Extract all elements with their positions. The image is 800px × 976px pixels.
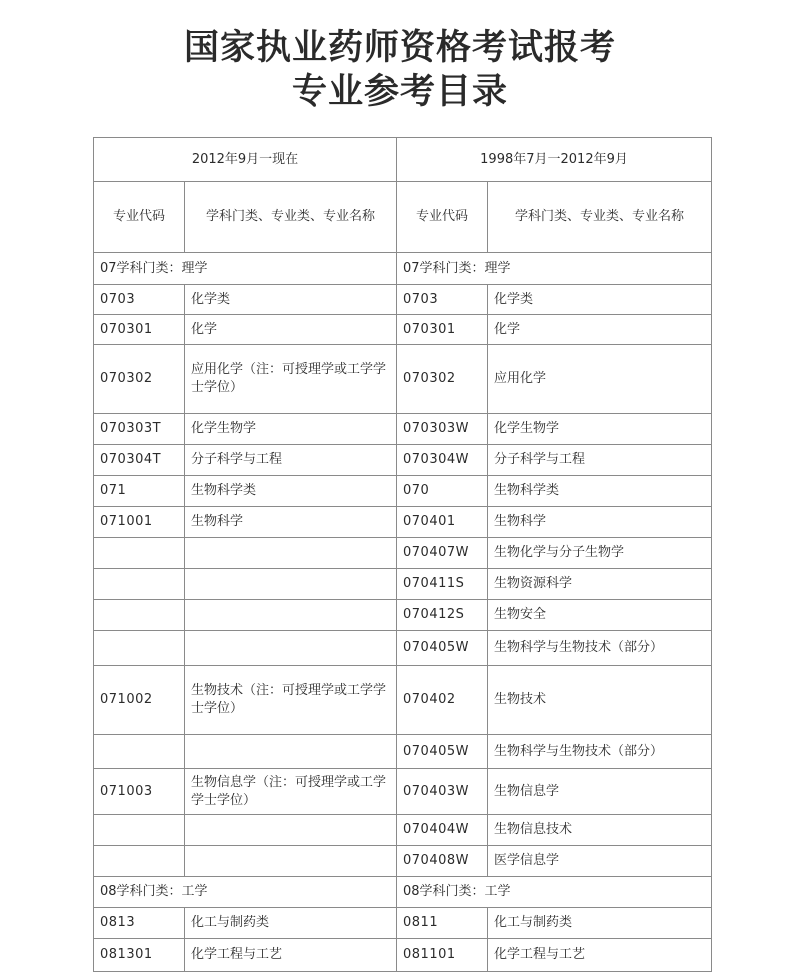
header-code-left: 专业代码: [94, 182, 185, 253]
code-cell-right: 070407W: [397, 538, 488, 569]
document-title-line-1: 国家执业药师资格考试报考: [183, 28, 616, 68]
name-cell-left: 生物技术（注：可授理学或工学学士学位）: [185, 666, 397, 735]
table-row: [94, 908, 712, 939]
code-cell-left: 070303T: [94, 414, 185, 445]
name-cell-right: 生物科学类: [488, 476, 712, 507]
table-row: [94, 315, 712, 345]
code-cell-right: 070301: [397, 315, 488, 345]
code-cell-left: 081301: [94, 939, 185, 972]
code-cell-left: 071001: [94, 507, 185, 538]
period-right: 1998年7月一2012年9月: [397, 138, 712, 182]
table-row: [94, 285, 712, 315]
code-cell-left: [94, 815, 185, 846]
code-cell-right: 070401: [397, 507, 488, 538]
code-cell-left: 0703: [94, 285, 185, 315]
table-row: [94, 939, 712, 972]
table-row: [94, 507, 712, 538]
name-cell-right: 生物技术: [488, 666, 712, 735]
table-row: [94, 345, 712, 414]
name-cell-left: 应用化学（注：可授理学或工学学士学位）: [185, 345, 397, 414]
code-cell-right: 070405W: [397, 631, 488, 666]
name-cell-right: 化学生物学: [488, 414, 712, 445]
name-cell-left: [185, 600, 397, 631]
code-cell-left: [94, 538, 185, 569]
code-cell-left: 071002: [94, 666, 185, 735]
name-cell-right: 生物科学: [488, 507, 712, 538]
name-cell-right: 生物科学与生物技术（部分）: [488, 735, 712, 769]
name-cell-right: 生物信息技术: [488, 815, 712, 846]
code-cell-right: 070302: [397, 345, 488, 414]
major-catalog-table: [93, 137, 712, 972]
name-cell-right: 化学类: [488, 285, 712, 315]
code-cell-right: 070408W: [397, 846, 488, 877]
code-cell-right: 070404W: [397, 815, 488, 846]
header-name-left: 学科门类、专业类、专业名称: [185, 182, 397, 253]
category-cell-left: 07学科门类：理学: [94, 253, 397, 285]
name-cell-right: 应用化学: [488, 345, 712, 414]
table-row: [94, 631, 712, 666]
code-cell-left: 071003: [94, 769, 185, 815]
table-row: [94, 735, 712, 769]
code-cell-right: 070403W: [397, 769, 488, 815]
table-row: [94, 445, 712, 476]
column-header-row: [94, 182, 712, 253]
name-cell-left: 分子科学与工程: [185, 445, 397, 476]
name-cell-left: [185, 538, 397, 569]
code-cell-left: 0813: [94, 908, 185, 939]
name-cell-right: 化学: [488, 315, 712, 345]
code-cell-right: 0811: [397, 908, 488, 939]
table-row: [94, 815, 712, 846]
category-row: [94, 877, 712, 908]
code-cell-left: 071: [94, 476, 185, 507]
code-cell-right: 070411S: [397, 569, 488, 600]
table-row: [94, 414, 712, 445]
table-row: [94, 846, 712, 877]
name-cell-left: [185, 631, 397, 666]
period-left: 2012年9月一现在: [94, 138, 397, 182]
code-cell-right: 070304W: [397, 445, 488, 476]
code-cell-right: 070412S: [397, 600, 488, 631]
code-cell-left: [94, 569, 185, 600]
name-cell-right: 生物安全: [488, 600, 712, 631]
category-cell-left: 08学科门类：工学: [94, 877, 397, 908]
name-cell-left: 化学工程与工艺: [185, 939, 397, 972]
category-cell-right: 07学科门类：理学: [397, 253, 712, 285]
code-cell-right: 070303W: [397, 414, 488, 445]
category-row: [94, 253, 712, 285]
code-cell-right: 070: [397, 476, 488, 507]
code-cell-right: 070402: [397, 666, 488, 735]
name-cell-left: 生物科学: [185, 507, 397, 538]
name-cell-left: 生物信息学（注：可授理学或工学学士学位）: [185, 769, 397, 815]
name-cell-left: [185, 569, 397, 600]
name-cell-right: 生物资源科学: [488, 569, 712, 600]
table-row: [94, 538, 712, 569]
category-cell-right: 08学科门类：工学: [397, 877, 712, 908]
header-name-right: 学科门类、专业类、专业名称: [488, 182, 712, 253]
code-cell-left: [94, 600, 185, 631]
code-cell-left: 070302: [94, 345, 185, 414]
name-cell-left: 化学生物学: [185, 414, 397, 445]
name-cell-left: [185, 735, 397, 769]
name-cell-left: 生物科学类: [185, 476, 397, 507]
name-cell-left: [185, 815, 397, 846]
name-cell-right: 分子科学与工程: [488, 445, 712, 476]
name-cell-right: 生物信息学: [488, 769, 712, 815]
name-cell-left: 化学类: [185, 285, 397, 315]
table-row: [94, 600, 712, 631]
name-cell-right: 化工与制药类: [488, 908, 712, 939]
code-cell-left: 070304T: [94, 445, 185, 476]
table-row: [94, 569, 712, 600]
table-row: [94, 476, 712, 507]
code-cell-left: 070301: [94, 315, 185, 345]
code-cell-right: 0703: [397, 285, 488, 315]
name-cell-right: 生物科学与生物技术（部分）: [488, 631, 712, 666]
code-cell-left: [94, 846, 185, 877]
period-header-row: [94, 138, 712, 182]
code-cell-left: [94, 735, 185, 769]
table-row: [94, 666, 712, 735]
document-title-line-2: 专业参考目录: [291, 72, 508, 112]
header-code-right: 专业代码: [397, 182, 488, 253]
name-cell-left: 化工与制药类: [185, 908, 397, 939]
name-cell-right: 生物化学与分子生物学: [488, 538, 712, 569]
code-cell-left: [94, 631, 185, 666]
code-cell-right: 081101: [397, 939, 488, 972]
name-cell-right: 化学工程与工艺: [488, 939, 712, 972]
table-row: [94, 769, 712, 815]
name-cell-left: [185, 846, 397, 877]
name-cell-right: 医学信息学: [488, 846, 712, 877]
code-cell-right: 070405W: [397, 735, 488, 769]
name-cell-left: 化学: [185, 315, 397, 345]
